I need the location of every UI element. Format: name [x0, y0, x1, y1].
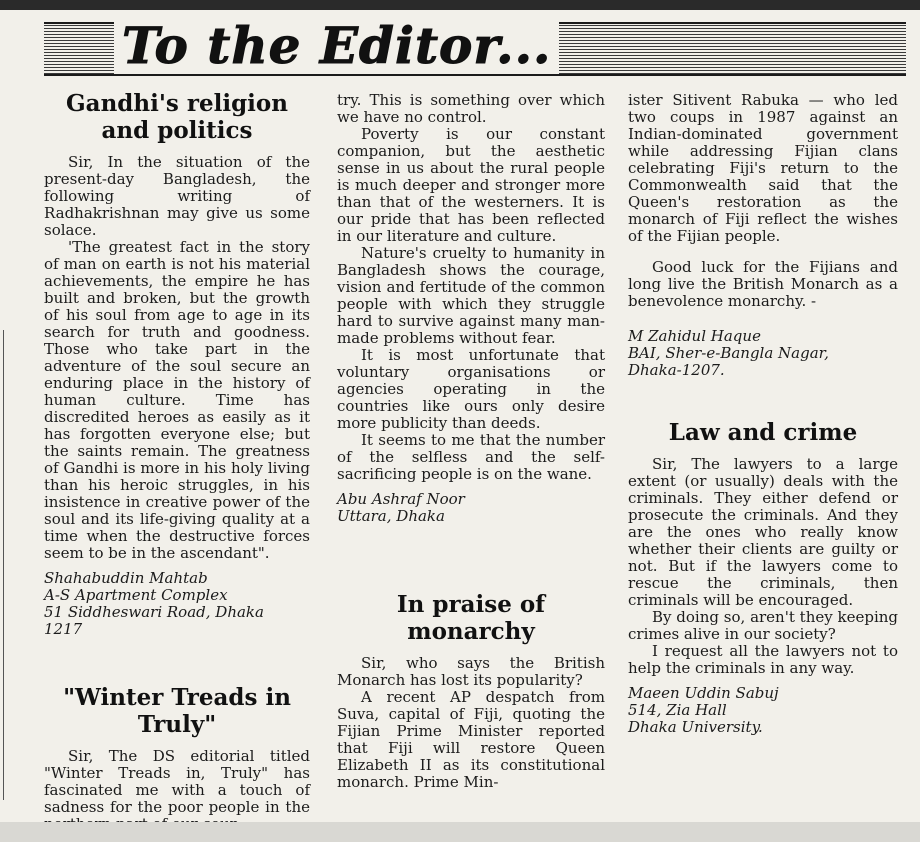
letter-paragraph: A recent AP despatch from Suva, capital of Fiji, quoting the Fijian Prime Minister reported that Fiji will restore Queen Elizabeth II as its constitutional monarch. Prime Min-: [337, 688, 605, 791]
signature-address: 1217: [44, 620, 83, 638]
signature-address: Uttara, Dhaka: [337, 507, 445, 525]
signature-address: 514, Zia Hall: [628, 701, 727, 719]
column-3: [628, 92, 898, 736]
top-border: [0, 0, 920, 10]
letter-paragraph: Sir, In the situation of the present-day Bangladesh, the following writing of Radhakrishnan may give us some solace.: [44, 153, 310, 239]
letter-paragraph: It seems to me that the number of the selfless and the self-sacrificing people is on the wane.: [337, 431, 605, 483]
signature-address: A-S Apartment Complex: [44, 586, 228, 604]
column-rule: [3, 330, 4, 800]
section-masthead: [44, 16, 906, 76]
signature-address: BAI, Sher-e-Bangla Nagar,: [628, 344, 829, 362]
letter-paragraph: 'The greatest fact in the story of man on earth is not his material achievements, the empire he has built and broken, but the growth of his soul from age to age in its search for truth and goodness. Those who take part in the adventure of the soul secure an enduring place in the history of human culture. Time has discredited heroes as easily as it has forgotten everyone else; but the saints remain. The greatness of Gandhi is more in his holy living than his heroic struggles, in his insistence in creative power of the soul and its life-giving quality at a time when the destructive forces seem to be in the ascendant".: [44, 238, 310, 562]
letter-paragraph: Good luck for the Fijians and long live the British Monarch as a benevolence monarchy. -: [628, 258, 898, 310]
signature-address: Dhaka-1207.: [628, 361, 725, 379]
signature-name: Maeen Uddin Sabuj: [628, 684, 779, 702]
spacer: [337, 525, 605, 591]
letter-paragraph: Sir, who says the British Monarch has lost its popularity?: [337, 654, 605, 689]
letter-signature: [628, 685, 898, 736]
signature-address: 51 Siddheswari Road, Dhaka: [44, 603, 264, 621]
letter-signature: [337, 491, 605, 525]
section-title: To the Editor...: [114, 18, 559, 74]
letter-paragraph: It is most unfortunate that voluntary organisations or agencies operating in the countries like ours only desire more publicity than deeds.: [337, 346, 605, 432]
bottom-margin: [0, 822, 920, 842]
letter-headline: Gandhi's religion and politics: [66, 90, 288, 144]
letter-headline: In praise of monarchy: [396, 591, 546, 645]
letter-signature: [628, 328, 898, 379]
letter-paragraph: Poverty is our constant companion, but the aesthetic sense in us about the rural people is much deeper and stronger more than that of the westerners. It is our pride that has been reflected in our literature and culture.: [337, 125, 605, 245]
letter-paragraph: ister Sitivent Rabuka — who led two coups in 1987 against an Indian-dominated government while addressing Fijian clans celebrating Fiji's return to the Commonwealth said that the Queen's restoration as the monarch of Fiji reflect the wishes of the Fijian people.: [628, 91, 898, 245]
signature-name: Shahabuddin Mahtab: [44, 569, 208, 587]
letter-paragraph: Sir, The lawyers to a large extent (or usually) deals with the criminals. They either defend or prosecute the criminals. And they are the ones who really know whether their clients are guilty or not. But if the lawyers come to rescue the criminals, then criminals will be encouraged.: [628, 455, 898, 609]
letter-paragraph: try. This is something over which we have no control.: [337, 91, 605, 126]
signature-name: Abu Ashraf Noor: [337, 490, 465, 508]
letter-headline: "Winter Treads in Truly": [63, 684, 291, 738]
column-1: [44, 90, 310, 833]
letter-paragraph: Sir, The DS editorial titled "Winter Treads in, Truly" has fascinated me with a touch of sadness for the poor people in the: [44, 747, 310, 816]
spacer: [628, 379, 898, 419]
spacer: [44, 638, 310, 684]
letter-paragraph: Nature's cruelty to humanity in Bangladesh shows the courage, vision and fertitude of the common people with which they struggle hard to survive against many man-made problems without fear.: [337, 244, 605, 347]
letter-headline: Law and crime: [668, 419, 858, 446]
signature-address: Dhaka University.: [628, 718, 763, 736]
letter-signature: [44, 570, 310, 638]
column-2: [337, 92, 605, 791]
letter-paragraph: By doing so, aren't they keeping crimes alive in our society?: [628, 608, 898, 643]
letter-paragraph: I request all the lawyers not to help the criminals in any way.: [628, 642, 898, 677]
signature-name: M Zahidul Haque: [628, 327, 761, 345]
